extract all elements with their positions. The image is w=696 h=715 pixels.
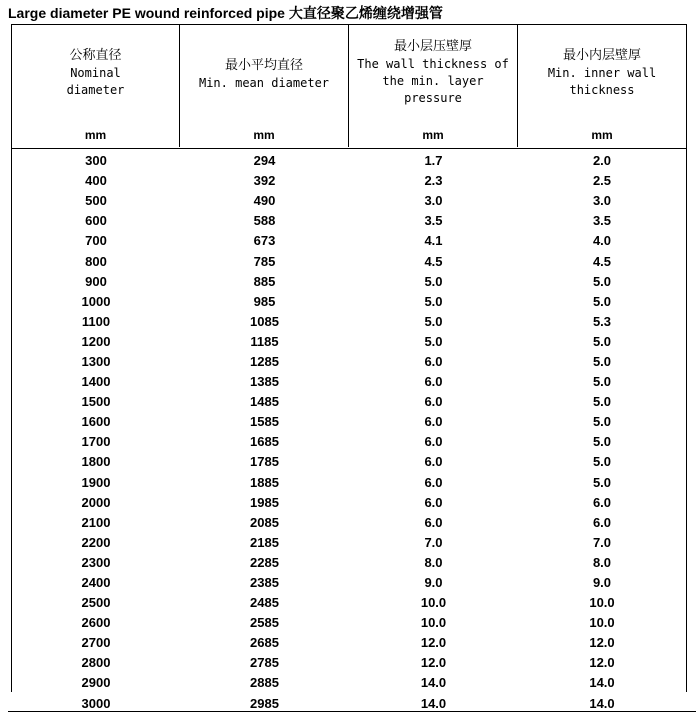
table-cell: 14.0 xyxy=(420,675,447,691)
table-cell: 6.0 xyxy=(424,494,443,510)
table-cell: 2985 xyxy=(250,695,279,711)
table-row xyxy=(12,312,686,332)
table-cell: 9.0 xyxy=(424,575,443,591)
table-cell: 800 xyxy=(85,253,107,269)
header-zh: 最小层压壁厚 xyxy=(393,39,472,54)
table-cell: 2600 xyxy=(81,615,111,631)
table-row xyxy=(12,272,686,292)
header-en: The wall thickness of the min. layer pressure xyxy=(357,57,509,105)
table-cell: 12.0 xyxy=(420,655,447,671)
table-row xyxy=(12,513,686,533)
table-cell: 1285 xyxy=(250,353,279,369)
header-en: Min. mean diameter xyxy=(198,76,330,90)
table-cell: 2100 xyxy=(81,514,111,530)
table-cell: 5.0 xyxy=(592,273,612,289)
table-cell: 1685 xyxy=(250,434,279,450)
table-cell: 1785 xyxy=(250,454,279,470)
table-cell: 1600 xyxy=(81,414,111,430)
table-cell: 985 xyxy=(253,293,276,309)
header-layer-wall-thickness xyxy=(349,25,518,147)
table-cell: 5.0 xyxy=(424,293,443,309)
table-cell: 5.3 xyxy=(592,313,612,329)
table-cell: 2385 xyxy=(250,575,279,591)
table-row xyxy=(12,653,686,673)
table-cell: 12.0 xyxy=(589,635,615,651)
table-cell: 8.0 xyxy=(424,554,443,570)
table-cell: 12.0 xyxy=(589,655,615,671)
table-cell: 1185 xyxy=(250,333,279,349)
table-cell: 1100 xyxy=(81,313,111,329)
table-row xyxy=(12,372,686,392)
table-cell: 5.0 xyxy=(592,293,612,309)
table-cell: 10.0 xyxy=(589,595,615,611)
table-cell: 3.5 xyxy=(424,213,443,229)
table-cell: 300 xyxy=(85,153,107,169)
table-cell: 6.0 xyxy=(424,474,443,490)
table-cell: 2.0 xyxy=(592,153,612,169)
table-cell: 588 xyxy=(253,213,276,229)
table-cell: 12.0 xyxy=(420,635,447,651)
table-row xyxy=(12,633,686,653)
table-row xyxy=(12,171,686,191)
table-cell: 2085 xyxy=(250,514,279,530)
table-cell: 14.0 xyxy=(589,675,615,691)
table-cell: 6.0 xyxy=(592,494,612,510)
table-cell: 294 xyxy=(253,153,276,169)
table-cell: 14.0 xyxy=(589,695,615,711)
table-cell: 1200 xyxy=(81,333,111,349)
table-cell: 2500 xyxy=(81,595,111,611)
table-cell: 2885 xyxy=(250,675,279,691)
table-cell: 7.0 xyxy=(592,534,612,550)
table-cell: 5.0 xyxy=(424,333,443,349)
table-cell: 2585 xyxy=(250,615,279,631)
table-cell: 5.0 xyxy=(592,434,612,450)
table-cell: 500 xyxy=(85,193,107,209)
table-cell: 2900 xyxy=(81,675,111,691)
table-cell: 4.5 xyxy=(424,253,443,269)
table-cell: 6.0 xyxy=(424,514,443,530)
table-cell: 885 xyxy=(253,273,276,289)
table-row xyxy=(12,452,686,472)
spec-table xyxy=(11,24,687,711)
table-cell: 1900 xyxy=(81,474,111,490)
table-row xyxy=(12,412,686,432)
header-unit: mm xyxy=(422,128,444,142)
table-row xyxy=(12,573,686,593)
table-cell: 5.0 xyxy=(592,374,612,390)
table-cell: 490 xyxy=(253,193,276,209)
table-row xyxy=(12,613,686,633)
table-cell: 1.7 xyxy=(424,153,443,169)
table-cell: 5.0 xyxy=(424,313,443,329)
bottom-rule xyxy=(8,711,696,712)
table-cell: 6.0 xyxy=(424,374,443,390)
table-cell: 10.0 xyxy=(589,615,615,631)
table-cell: 1700 xyxy=(81,434,111,450)
header-zh: 最小平均直径 xyxy=(224,58,303,73)
table-cell: 4.5 xyxy=(592,253,612,269)
table-cell: 6.0 xyxy=(424,434,443,450)
table-row xyxy=(12,211,686,231)
table-cell: 10.0 xyxy=(420,615,447,631)
table-row xyxy=(12,151,686,171)
table-cell: 1085 xyxy=(250,313,279,329)
header-min-mean-diameter xyxy=(180,25,349,147)
header-unit: mm xyxy=(84,128,107,142)
header-zh: 公称直径 xyxy=(69,48,122,63)
table-cell: 6.0 xyxy=(424,353,443,369)
table-row xyxy=(12,292,686,312)
table-cell: 3.0 xyxy=(592,193,612,209)
table-cell: 600 xyxy=(85,213,107,229)
table-cell: 2400 xyxy=(81,575,111,591)
table-row xyxy=(12,553,686,573)
table-row xyxy=(12,191,686,211)
table-cell: 2785 xyxy=(250,655,279,671)
table-cell: 785 xyxy=(253,253,276,269)
table-cell: 2185 xyxy=(250,534,279,550)
table-row xyxy=(12,493,686,513)
table-body xyxy=(12,151,686,714)
table-cell: 1385 xyxy=(250,374,279,390)
table-cell: 8.0 xyxy=(592,554,612,570)
table-cell: 6.0 xyxy=(424,414,443,430)
table-cell: 5.0 xyxy=(592,333,612,349)
table-cell: 10.0 xyxy=(420,595,447,611)
table-cell: 5.0 xyxy=(424,273,443,289)
table-cell: 900 xyxy=(85,273,107,289)
table-cell: 4.1 xyxy=(424,233,443,249)
table-cell: 2800 xyxy=(81,655,111,671)
table-row xyxy=(12,332,686,352)
table-cell: 1400 xyxy=(81,374,111,390)
table-row xyxy=(12,432,686,452)
table-cell: 2.3 xyxy=(424,173,443,189)
header-en: Min. inner wall thickness xyxy=(547,66,657,97)
table-cell: 5.0 xyxy=(592,353,612,369)
table-cell: 1885 xyxy=(250,474,279,490)
table-cell: 673 xyxy=(253,233,276,249)
table-cell: 5.0 xyxy=(592,394,612,410)
table-cell: 2485 xyxy=(250,595,279,611)
page-title: Large diameter PE wound reinforced pipe 大直径聚乙烯缠绕增强管 xyxy=(8,5,443,21)
table-cell: 2685 xyxy=(250,635,279,651)
header-en: Nominal diameter xyxy=(66,66,125,97)
table-cell: 1985 xyxy=(250,494,279,510)
table-cell: 6.0 xyxy=(424,454,443,470)
table-cell: 1000 xyxy=(81,293,111,309)
table-cell: 700 xyxy=(85,233,107,249)
header-unit: mm xyxy=(591,128,613,142)
table-cell: 6.0 xyxy=(592,514,612,530)
table-cell: 6.0 xyxy=(424,394,443,410)
table-cell: 4.0 xyxy=(592,233,612,249)
header-nominal-diameter xyxy=(12,25,180,147)
table-cell: 400 xyxy=(85,173,107,189)
header-inner-wall-thickness xyxy=(518,25,686,147)
table-cell: 2285 xyxy=(250,554,279,570)
table-row xyxy=(12,473,686,493)
table-cell: 1300 xyxy=(81,353,111,369)
header-unit: mm xyxy=(253,128,275,142)
table-cell: 3.0 xyxy=(424,193,443,209)
table-cell: 2700 xyxy=(81,635,111,651)
header-zh: 最小内层壁厚 xyxy=(562,48,641,63)
table-row xyxy=(12,231,686,251)
table-row xyxy=(12,673,686,693)
table-cell: 1485 xyxy=(250,394,279,410)
table-row xyxy=(12,593,686,613)
table-cell: 9.0 xyxy=(592,575,612,591)
table-cell: 1800 xyxy=(81,454,111,470)
table-cell: 5.0 xyxy=(592,454,612,470)
table-row xyxy=(12,352,686,372)
table-cell: 1585 xyxy=(250,414,279,430)
table-cell: 2300 xyxy=(81,554,111,570)
table-cell: 5.0 xyxy=(592,474,612,490)
table-cell: 2.5 xyxy=(592,173,612,189)
table-row xyxy=(12,533,686,553)
table-cell: 3000 xyxy=(81,695,111,711)
table-row xyxy=(12,392,686,412)
table-cell: 7.0 xyxy=(424,534,443,550)
table-cell: 3.5 xyxy=(592,213,612,229)
table-cell: 392 xyxy=(253,173,276,189)
table-cell: 5.0 xyxy=(592,414,612,430)
table-cell: 2200 xyxy=(81,534,111,550)
table-cell: 14.0 xyxy=(420,695,447,711)
table-header xyxy=(12,25,686,149)
table-row xyxy=(12,251,686,271)
table-cell: 2000 xyxy=(81,494,111,510)
table-cell: 1500 xyxy=(81,394,111,410)
